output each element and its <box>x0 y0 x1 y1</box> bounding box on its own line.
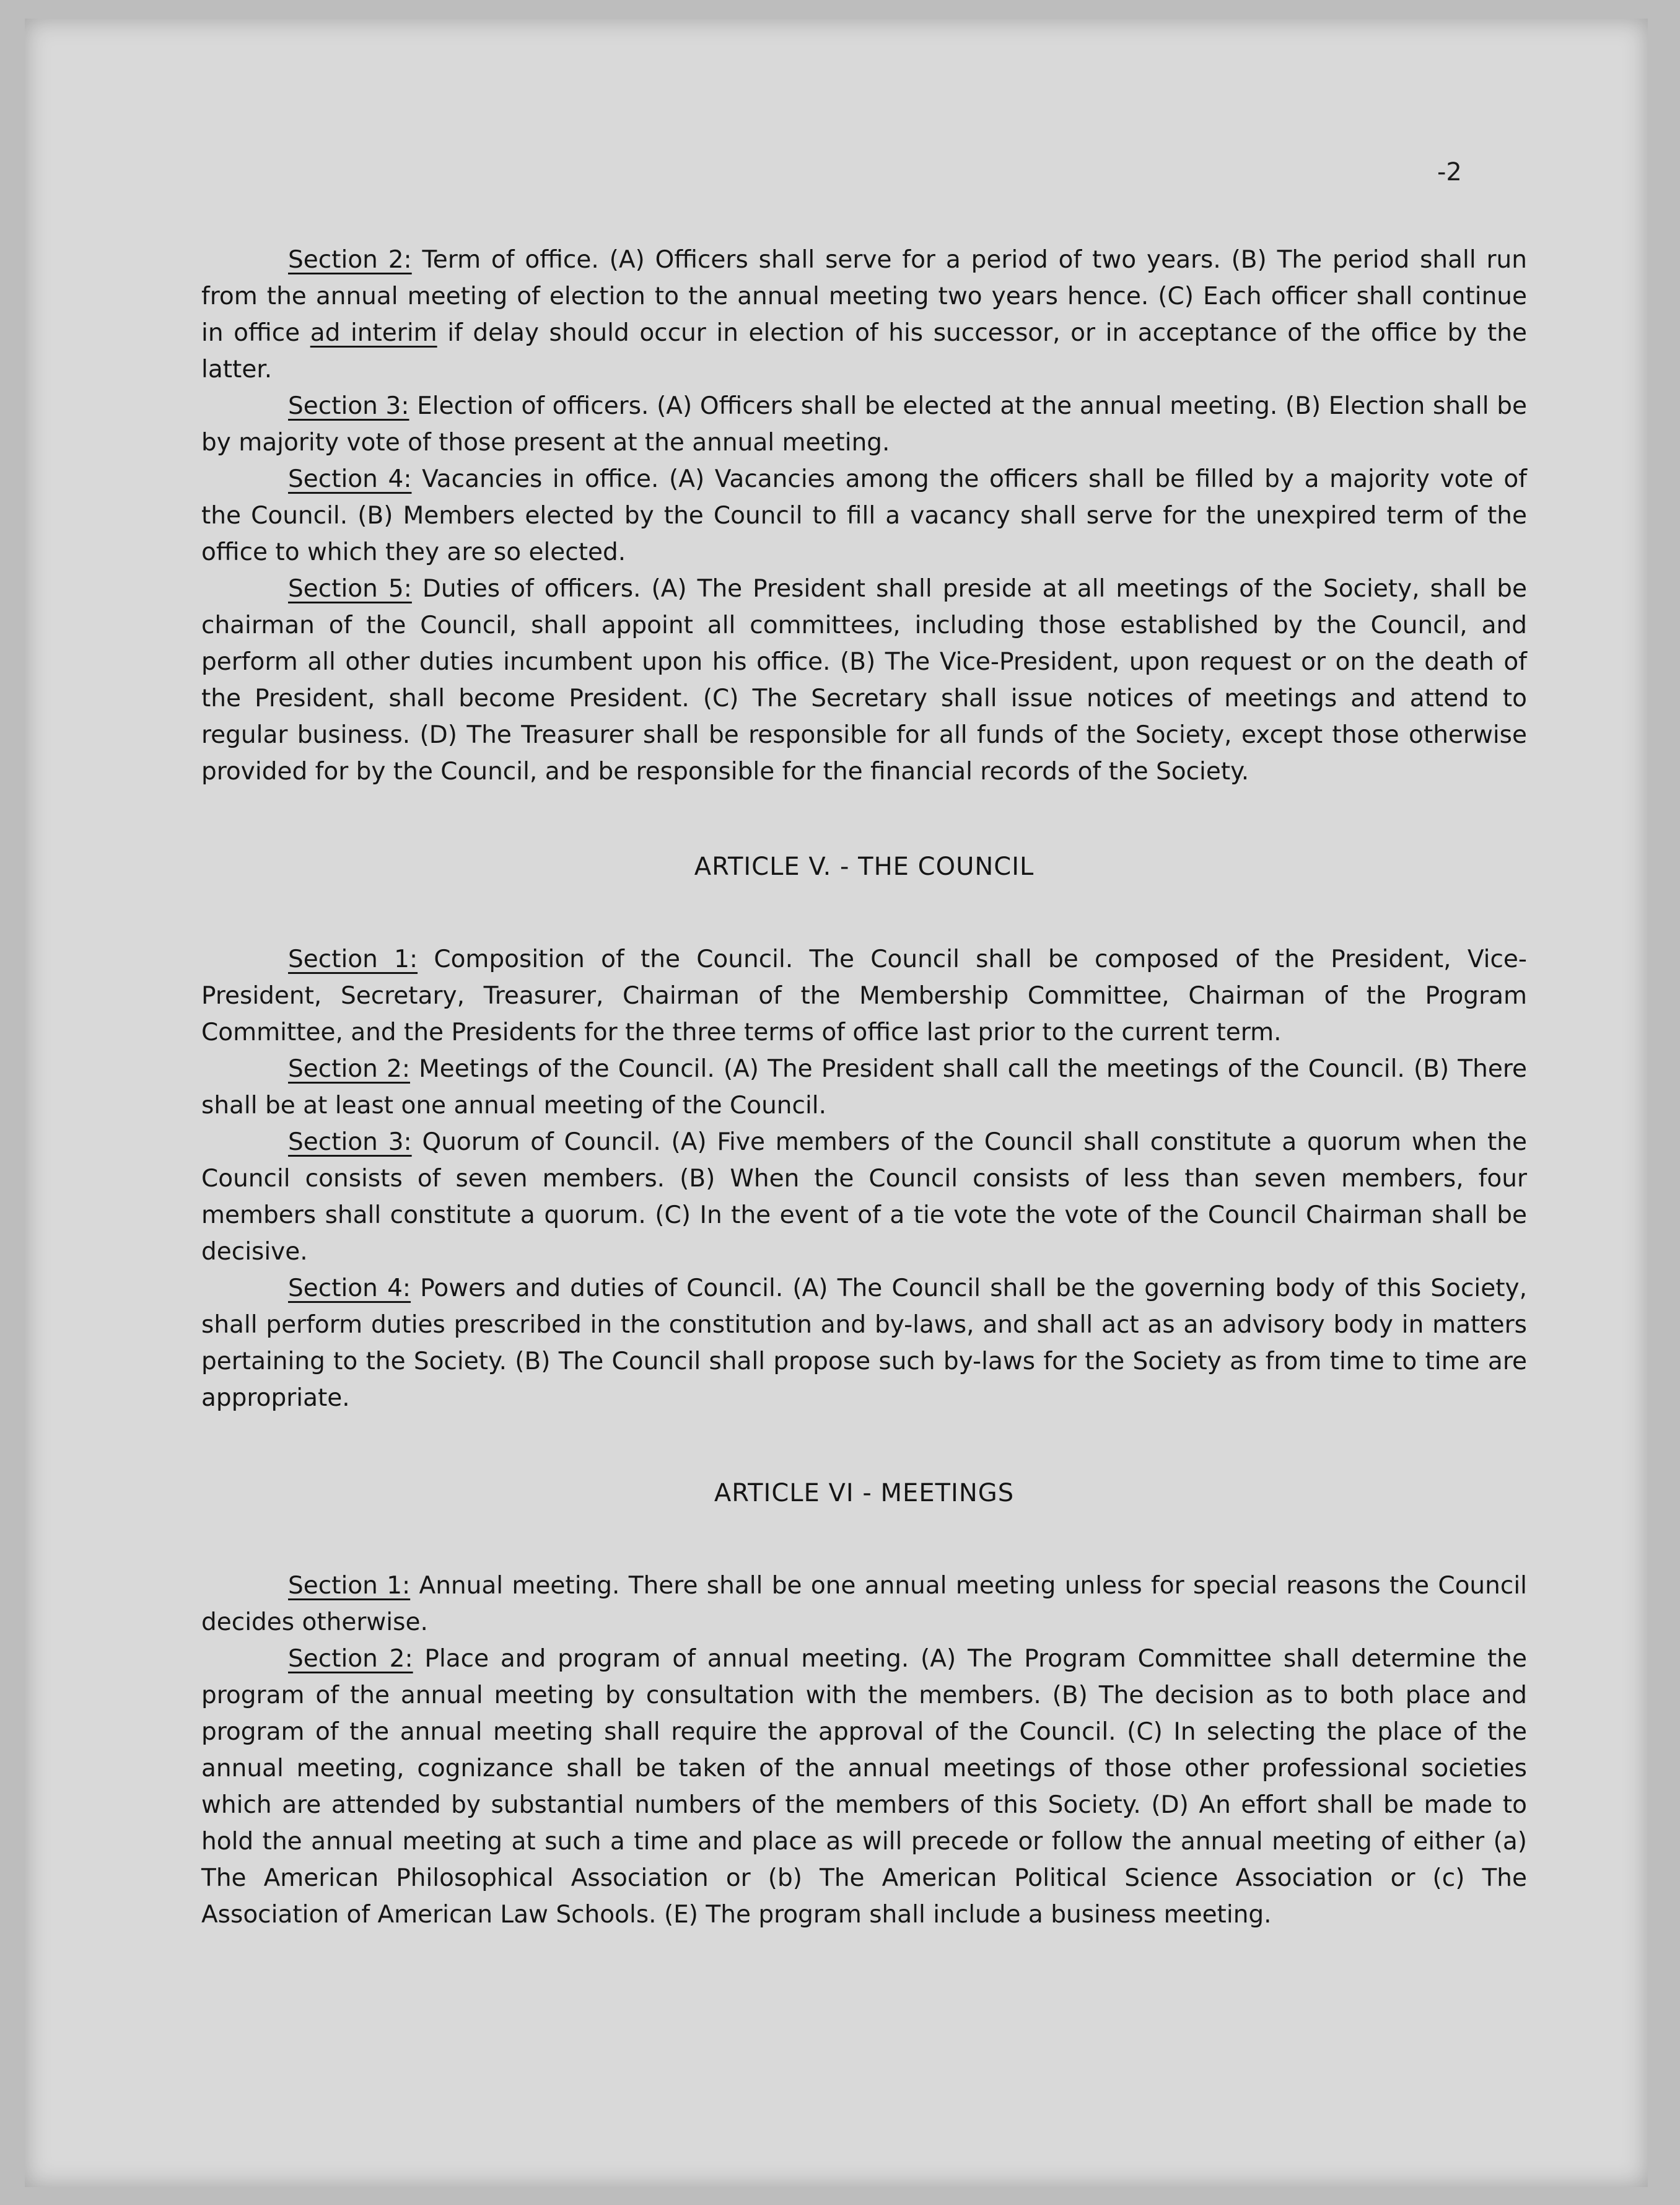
paragraph-art5-section2 <box>201 1051 1527 1124</box>
section-label: Section 1: <box>288 945 418 973</box>
paragraph-art5-section3 <box>201 1124 1527 1270</box>
section-text: Annual meeting. There shall be one annual meeting unless for special reasons the Council decides otherwise. <box>201 1572 1527 1636</box>
section-text: Meetings of the Council. (A) The President shall call the meetings of the Council. (B) There shall be at least one annual meeting of the Council. <box>201 1055 1528 1120</box>
section-text: Term of office. (A) Officers shall serve for a period of two years. (B) The period shall run from the annual meeting of election to the annual meeting two years hence. (C) Each officer shall continue in office <box>201 246 1527 347</box>
section-text: Powers and duties of Council. (A) The Council shall be the governing body of this Society, shall perform duties prescribed in the constitution and by-laws, and shall act as an advisory body in matters pertaining to the Society. (B) The Council shall propose such by-laws for the Society as from time to time are appropriate. <box>201 1274 1528 1412</box>
paragraph-art4-section3 <box>201 388 1527 461</box>
section-label: Section 2: <box>288 1055 410 1083</box>
section-label: Section 1: <box>288 1572 411 1600</box>
paragraph-art5-section1 <box>201 941 1527 1051</box>
section-label: Section 5: <box>288 575 412 603</box>
document-page <box>25 19 1648 2187</box>
paragraph-art4-section2 <box>201 242 1527 388</box>
section-label: Section 3: <box>288 392 409 420</box>
paragraph-art5-section4 <box>201 1270 1527 1416</box>
section-text: Composition of the Council. The Council shall be composed of the President, Vice-President, Secretary, Treasurer, Chairman of the Membership Committee, Chairman of the Program Committee, and the Presidents for the three terms of office last prior to the current term. <box>201 945 1527 1046</box>
section-text: Election of officers. (A) Officers shall be elected at the annual meeting. (B) Election shall be by majority vote of those present at the annual meeting. <box>201 392 1528 457</box>
section-text: Quorum of Council. (A) Five members of the Council shall constitute a quorum when the Council consists of seven members. (B) When the Council consists of less than seven members, four members shall constitute a quorum. (C) In the event of a tie vote the vote of the Council Chairman shall be decisive. <box>201 1128 1527 1266</box>
paragraph-art6-section1 <box>201 1567 1527 1641</box>
ad-interim-term: ad interim <box>310 319 437 347</box>
paragraph-art4-section4 <box>201 461 1527 571</box>
section-label: Section 2: <box>288 1645 413 1673</box>
article-v-heading: ARTICLE V. - THE COUNCIL <box>694 853 1035 881</box>
section-text-continued: if delay should occur in election of his successor, or in acceptance of the office by the latter. <box>201 319 1527 384</box>
paragraph-art6-section2 <box>201 1641 1527 1933</box>
article-vi-heading: ARTICLE VI - MEETINGS <box>714 1479 1015 1507</box>
section-label: Section 3: <box>288 1128 412 1156</box>
section-text: Vacancies in office. (A) Vacancies among the officers shall be filled by a majority vote of the Council. (B) Members elected by the Council to fill a vacancy shall serve for the unexpired term of the office to which they are so elected. <box>201 465 1528 566</box>
section-text: Duties of officers. (A) The President shall preside at all meetings of the Society, shall be chairman of the Council, shall appoint all committees, including those established by the Council, and perform all other duties incumbent upon his office. (B) The Vice-President, upon request or on the death of the President, shall become President. (C) The Secretary shall issue notices of meetings and attend to regular business. (D) The Treasurer shall be responsible for all funds of the Society, except those otherwise provided for by the Council, and be responsible for the financial records of the Society. <box>201 575 1527 786</box>
paragraph-art4-section5 <box>201 571 1527 790</box>
document-body <box>201 242 1527 1933</box>
section-text: Place and program of annual meeting. (A) The Program Committee shall determine the program of the annual meeting by consultation with the members. (B) The decision as to both place and program of the annual meeting shall require the approval of the Council. (C) In selecting the place of the annual meeting, cognizance shall be taken of the annual meetings of those other professional societies which are attended by substantial numbers of the members of this Society. (D) An effort shall be made to hold the annual meeting at such a time and place as will precede or follow the annual meeting of either (a) The American Philosophical Association or (b) The American Political Science Association or (c) The Association of American Law Schools. (E) The program shall include a business meeting. <box>201 1645 1527 1929</box>
section-label: Section 4: <box>288 465 412 493</box>
section-label: Section 2: <box>288 246 412 274</box>
page-number: -2 <box>1437 158 1462 186</box>
section-label: Section 4: <box>288 1274 411 1302</box>
